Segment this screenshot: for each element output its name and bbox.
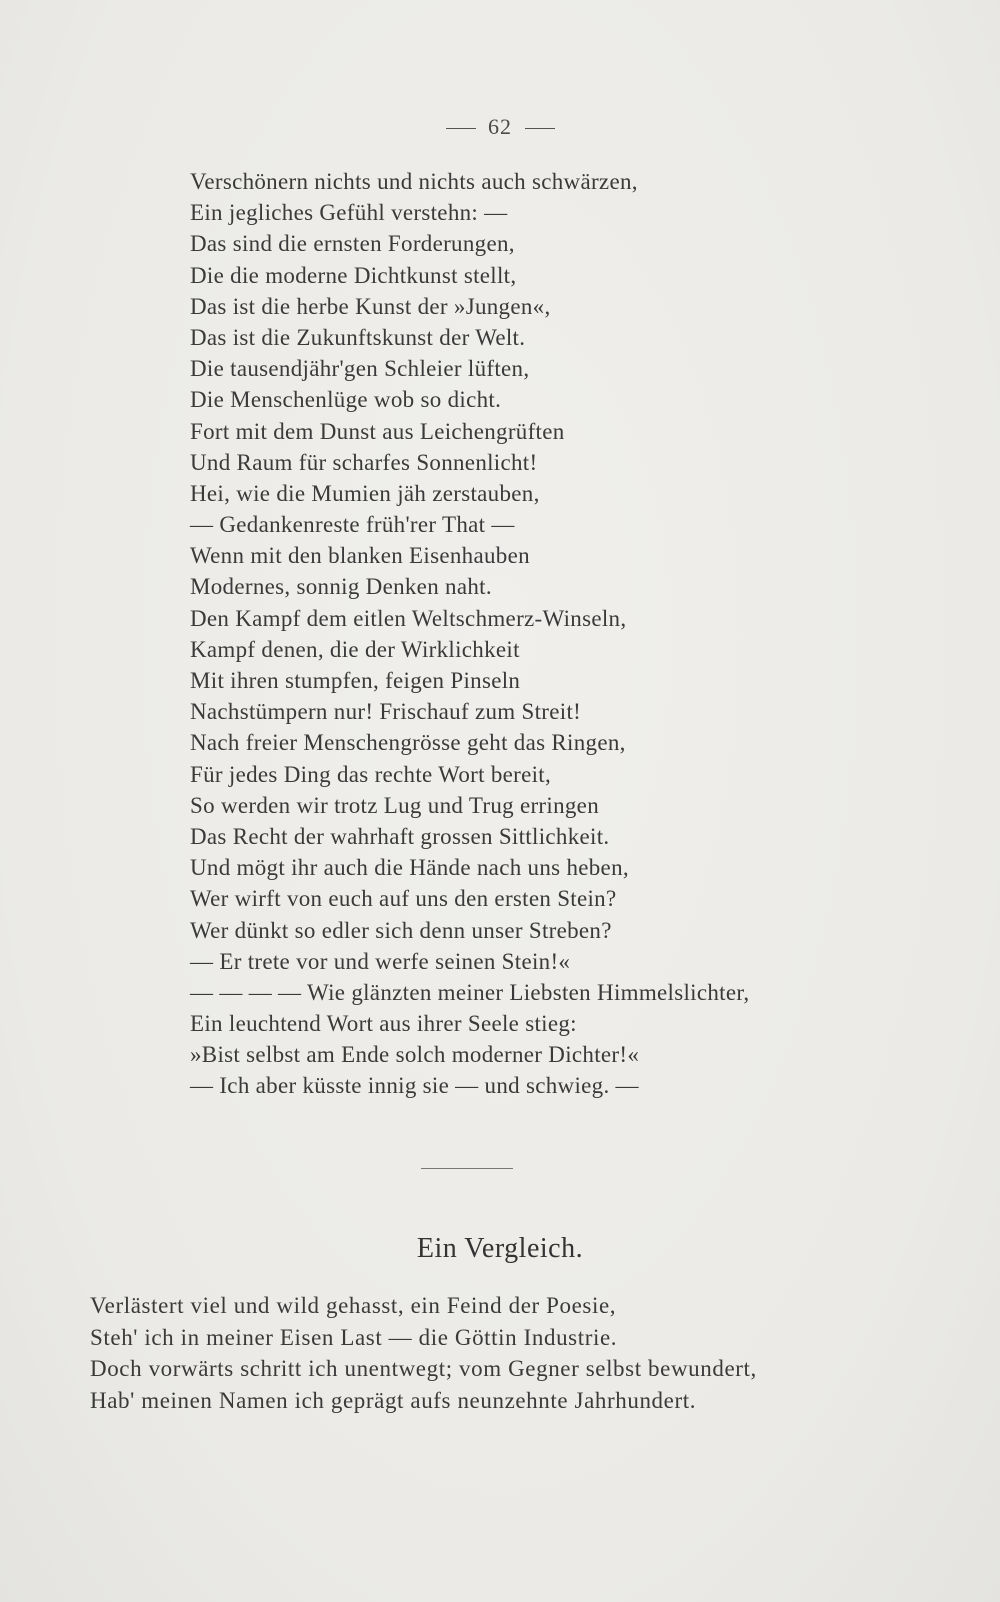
poem-line: Das Recht der wahrhaft grossen Sittlichkeit. <box>190 823 610 849</box>
poem-line: Die tausendjähr'gen Schleier lüften, <box>190 356 530 382</box>
poem-line: Wer wirft von euch auf uns den ersten Stein? <box>190 886 617 912</box>
poem-line: Hei, wie die Mumien jäh zerstauben, <box>190 480 540 506</box>
poem-line: Ein jegliches Gefühl verstehn: — <box>190 200 508 226</box>
poem-line: Hab' meinen Namen ich geprägt aufs neunzehnte Jahrhundert. <box>90 1387 697 1413</box>
poem-line: Das sind die ernsten Forderungen, <box>190 231 515 257</box>
poem-line: Doch vorwärts schritt ich unentwegt; vom Gegner selbst bewundert, <box>90 1356 757 1381</box>
poem-line: Das ist die Zukunftskunst der Welt. <box>190 324 526 350</box>
page-number <box>0 114 1000 140</box>
poem-line: Ein leuchtend Wort aus ihrer Seele stieg: <box>190 1011 577 1037</box>
poem-line: Wer dünkt so edler sich denn unser Streben? <box>190 917 612 943</box>
poem-line: Das ist die herbe Kunst der »Jungen«, <box>190 293 551 319</box>
poem-line: Die Menschenlüge wob so dicht. <box>190 387 502 413</box>
section-divider <box>421 1168 513 1169</box>
poem-ein-vergleich <box>90 1290 950 1416</box>
poem-line: Mit ihren stumpfen, feigen Pinseln <box>190 668 521 693</box>
ornament-dash-right <box>525 128 555 129</box>
poem-line: Nachstümpern nur! Frischauf zum Streit! <box>190 699 582 725</box>
poem-line: Den Kampf dem eitlen Weltschmerz-Winseln, <box>190 605 627 631</box>
poem-line: Modernes, sonnig Denken naht. <box>190 574 492 600</box>
poem-line: Für jedes Ding das rechte Wort bereit, <box>190 761 552 787</box>
poem-line: — Gedankenreste früh'rer That — <box>190 512 515 538</box>
poem-line: So werden wir trotz Lug und Trug erringen <box>190 792 599 818</box>
poem-line: Verschönern nichts und nichts auch schwärzen, <box>190 169 638 194</box>
poem-line: — — — — Wie glänzten meiner Liebsten Himmelslichter, <box>190 979 750 1005</box>
poem-line: Und mögt ihr auch die Hände nach uns heben, <box>190 855 629 881</box>
poem-line: Die die moderne Dichtkunst stellt, <box>190 262 517 288</box>
poem-line: Verlästert viel und wild gehasst, ein Feind der Poesie, <box>90 1293 617 1318</box>
poem-line: Kampf denen, die der Wirklichkeit <box>190 636 520 662</box>
section-title: Ein Vergleich. <box>416 1233 584 1264</box>
poem-line: Steh' ich in meiner Eisen Last — die Göttin Industrie. <box>90 1324 618 1350</box>
poem-line: — Ich aber küsste innig sie — und schwieg. — <box>190 1073 639 1099</box>
page-number-text: 62 <box>488 114 512 139</box>
poem-line: »Bist selbst am Ende solch moderner Dichter!« <box>190 1042 640 1068</box>
poem-line: — Er trete vor und werfe seinen Stein!« <box>190 948 571 974</box>
ornament-dash-left <box>446 128 476 129</box>
poem-line: Fort mit dem Dunst aus Leichengrüften <box>190 418 565 444</box>
poem-text <box>190 166 910 1102</box>
poem-line: Und Raum für scharfes Sonnenlicht! <box>190 449 538 475</box>
poem-line: Wenn mit den blanken Eisenhauben <box>190 543 530 569</box>
poem-line: Nach freier Menschengrösse geht das Ringen, <box>190 730 626 756</box>
